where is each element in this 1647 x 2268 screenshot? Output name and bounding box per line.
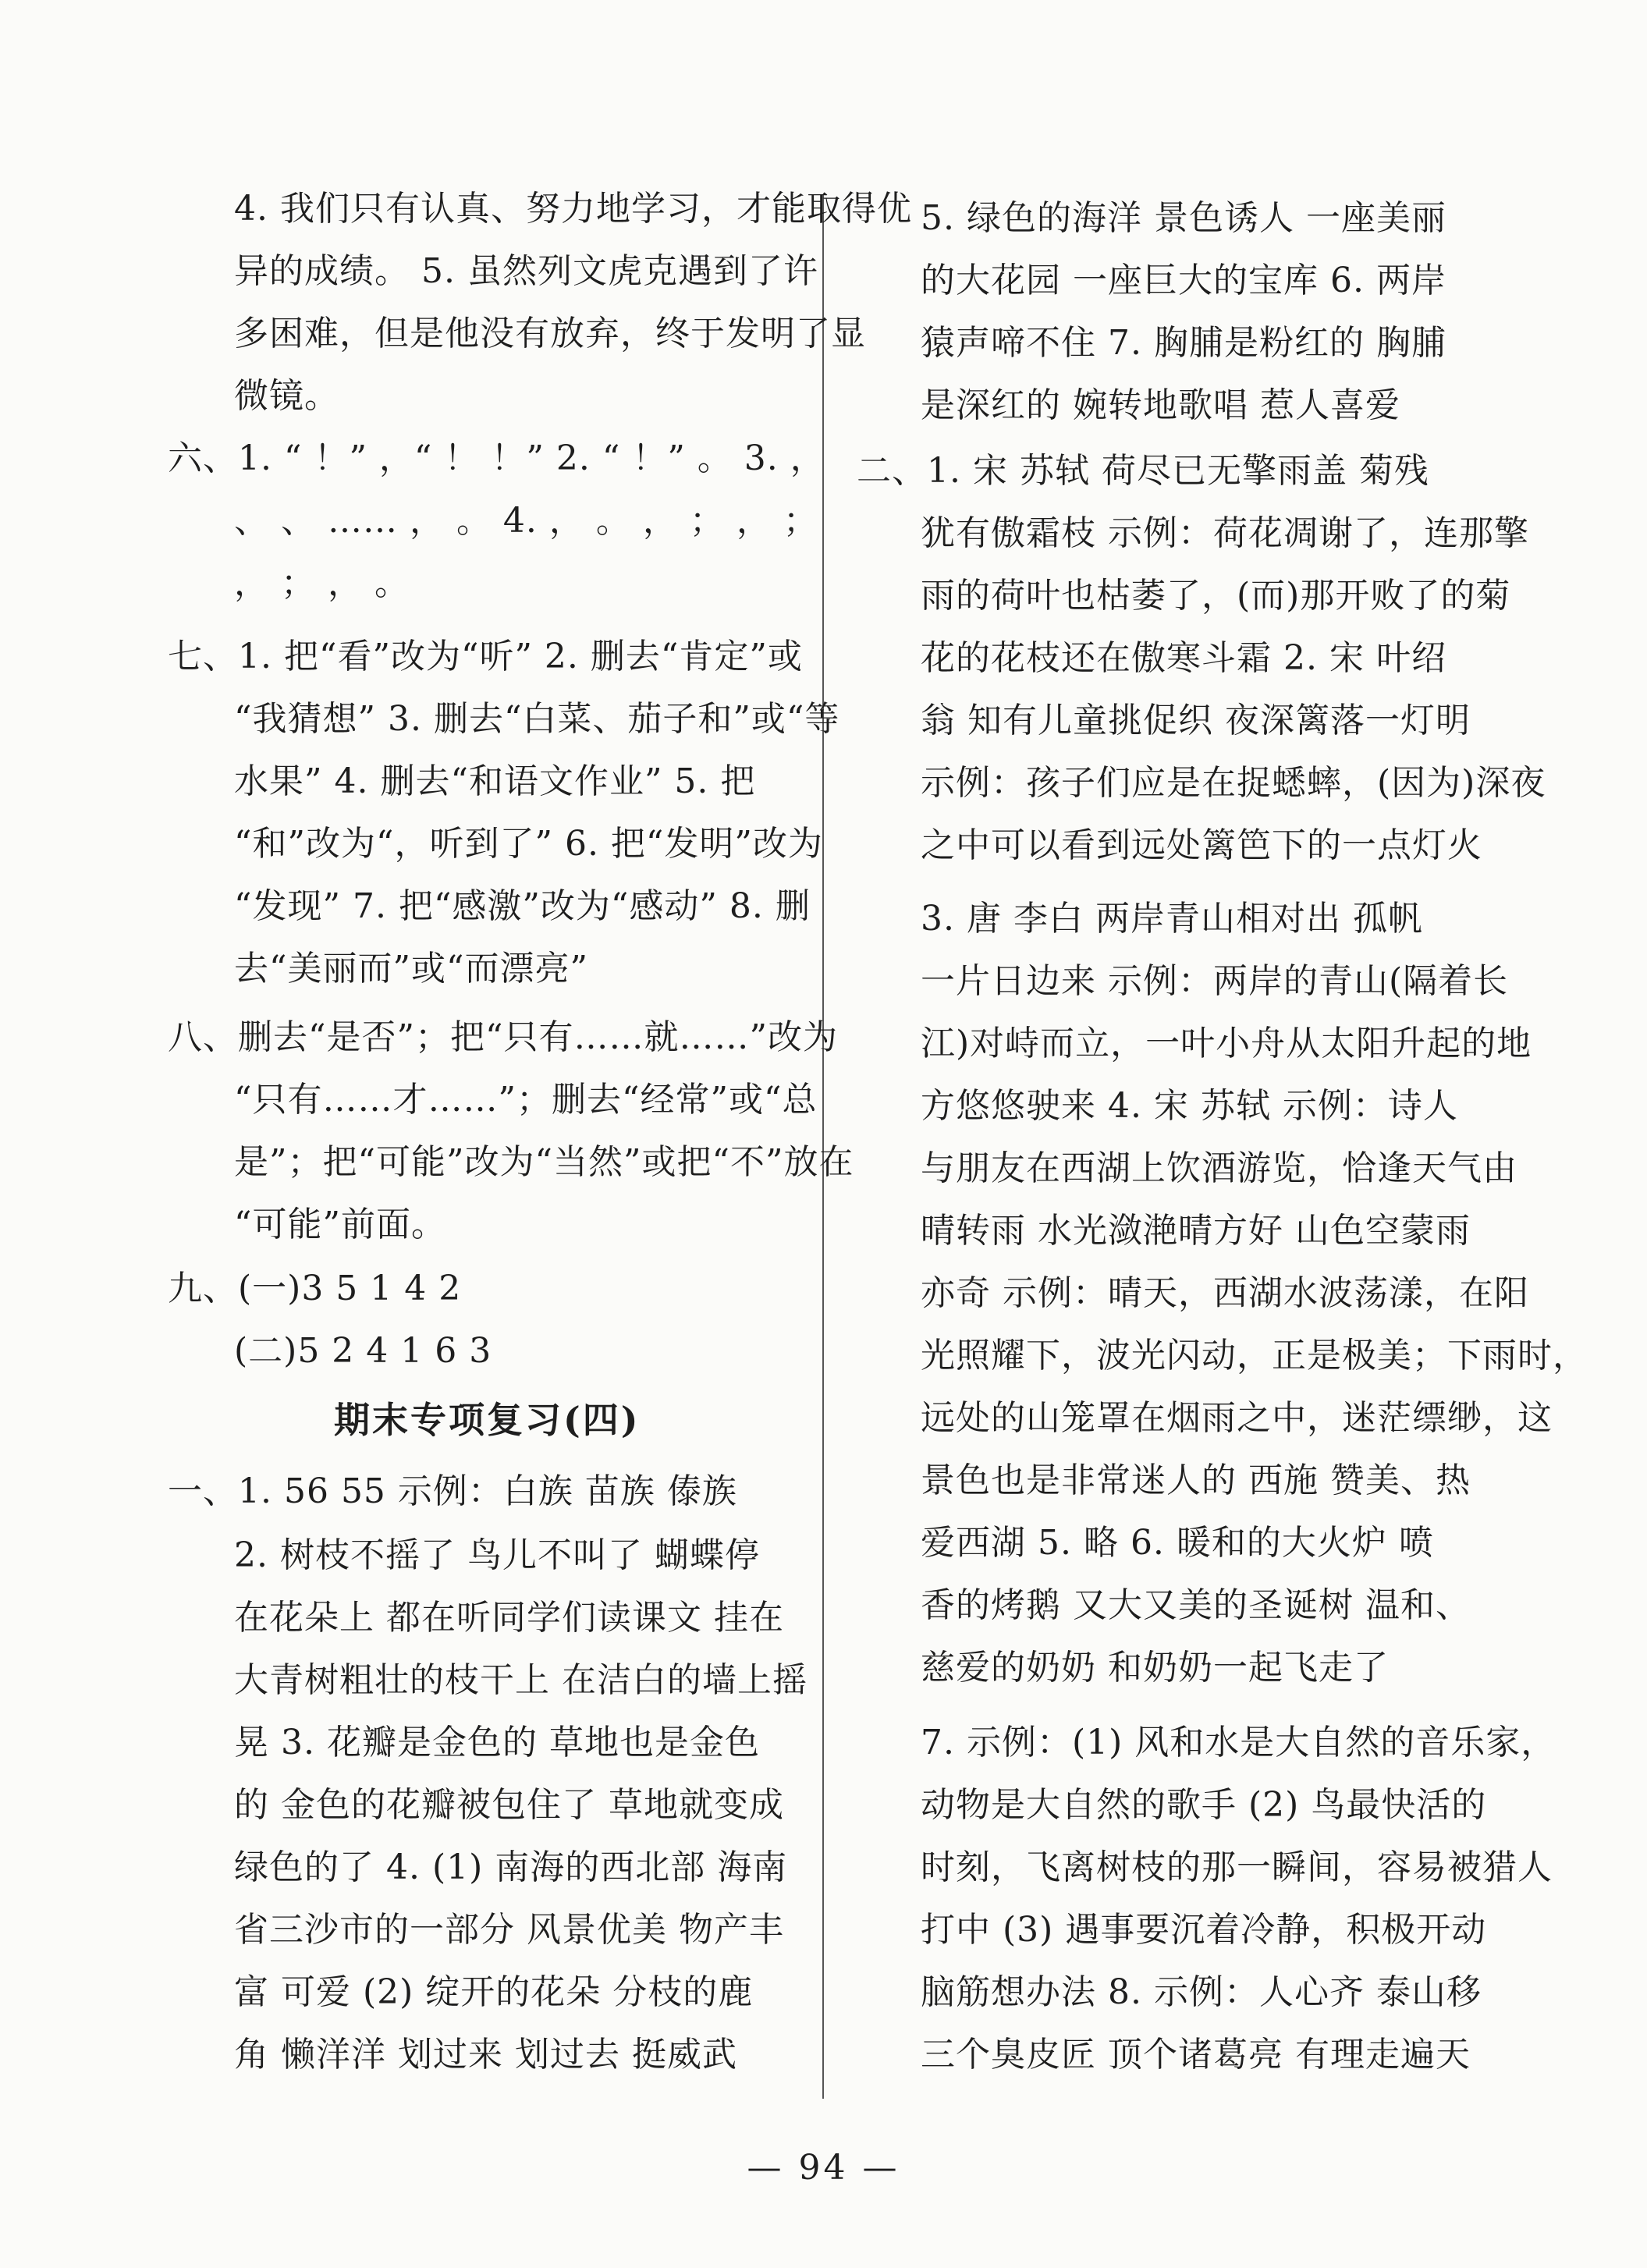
text-line: 翁 知有儿童挑促织 夜深篱落一灯明 <box>921 701 1471 740</box>
text-line: 之中可以看到远处篱笆下的一点灯火 <box>921 825 1482 865</box>
text-line: 远处的山笼罩在烟雨之中，迷茫缥缈，这 <box>921 1398 1553 1438</box>
text-line: 三个臭皮匠 顶个诸葛亮 有理走遍天 <box>921 2035 1471 2075</box>
text-line: 打中 (3) 遇事要沉着冷静，积极开动 <box>921 1910 1487 1950</box>
text-line: ， ； ， 。 <box>234 563 410 603</box>
text-line: 是”；把“可能”改为“当然”或把“不”放在 <box>234 1142 854 1182</box>
text-line: 、 、 …… ， 。 4. ， 。 ， ； ， ； <box>234 501 818 541</box>
text-line: 是深红的 婉转地歌唱 惹人喜爱 <box>921 385 1400 425</box>
text-line: 时刻，飞离树枝的那一瞬间，容易被猎人 <box>921 1847 1553 1887</box>
text-line: 异的成绩。 5. 虽然列文虎克遇到了许 <box>234 251 818 291</box>
text-line: 猿声啼不住 7. 胸脯是粉红的 胸脯 <box>921 323 1446 363</box>
text-line: 犹有傲霜枝 示例：荷花凋谢了，连那擎 <box>921 513 1529 553</box>
text-line: 角 懒洋洋 划过来 划过去 挺威武 <box>234 2035 737 2075</box>
text-line: “可能”前面。 <box>234 1205 446 1244</box>
text-line: 七、1. 把“看”改为“听” 2. 删去“肯定”或 <box>168 637 803 676</box>
text-line: 3. 唐 李白 两岸青山相对出 孤帆 <box>921 899 1423 939</box>
text-line: 与朋友在西湖上饮酒游览，恰逢天气由 <box>921 1148 1517 1188</box>
text-line: 2. 树枝不摇了 鸟儿不叫了 蝴蝶停 <box>234 1535 760 1575</box>
text-line: 5. 绿色的海洋 景色诱人 一座美丽 <box>921 198 1446 238</box>
text-line: 动物是大自然的歌手 (2) 鸟最快活的 <box>921 1785 1487 1825</box>
text-line: 大青树粗壮的枝干上 在洁白的墙上摇 <box>234 1660 808 1700</box>
text-line: “发现” 7. 把“感激”改为“感动” 8. 删 <box>234 886 811 926</box>
text-line: 的 金色的花瓣被包住了 草地就变成 <box>234 1785 784 1825</box>
text-line: 水果” 4. 删去“和语文作业” 5. 把 <box>234 761 756 801</box>
section-title: 期末专项复习(四) <box>334 1399 641 1441</box>
text-line: 脑筋想办法 8. 示例：人心齐 泰山移 <box>921 1972 1482 2012</box>
text-line: (二)5 2 4 1 6 3 <box>234 1331 492 1371</box>
text-line: “我猜想” 3. 删去“白菜、茄子和”或“等 <box>234 699 840 739</box>
text-line: 六、1. “ ！” ，“ ！ ！” 2. “ ！” 。 3. ， <box>168 438 825 478</box>
text-line: 7. 示例：(1) 风和水是大自然的音乐家， <box>921 1723 1556 1762</box>
text-line: 八、删去“是否”；把“只有……就……”改为 <box>168 1017 838 1057</box>
text-line: 微镜。 <box>234 376 339 416</box>
text-line: 晃 3. 花瓣是金色的 草地也是金色 <box>234 1723 760 1762</box>
text-line: 香的烤鹅 又大又美的圣诞树 温和、 <box>921 1585 1471 1625</box>
text-line: 二、1. 宋 苏轼 荷尽已无擎雨盖 菊残 <box>857 451 1429 491</box>
text-line: 爱西湖 5. 略 6. 暖和的大火炉 喷 <box>921 1523 1434 1563</box>
text-line: 的大花园 一座巨大的宝库 6. 两岸 <box>921 261 1446 300</box>
text-line: 绿色的了 4. (1) 南海的西北部 海南 <box>234 1847 788 1887</box>
text-line: 江)对峙而立，一叶小舟从太阳升起的地 <box>921 1024 1532 1063</box>
text-line: 九、(一)3 5 1 4 2 <box>168 1269 462 1308</box>
text-line: 多困难，但是他没有放弃，终于发明了显 <box>234 314 866 353</box>
text-line: 花的花枝还在傲寒斗霜 2. 宋 叶绍 <box>921 638 1446 678</box>
text-line: 一、1. 56 55 示例：白族 苗族 傣族 <box>168 1471 737 1511</box>
text-line: 富 可爱 (2) 绽开的花朵 分枝的鹿 <box>234 1972 754 2012</box>
text-line: 在花朵上 都在听同学们读课文 挂在 <box>234 1598 784 1638</box>
text-line: 4. 我们只有认真、努力地学习，才能取得优 <box>234 189 912 229</box>
text-line: 景色也是非常迷人的 西施 赞美、热 <box>921 1461 1471 1500</box>
text-line: 示例：孩子们应是在捉蟋蟀，(因为)深夜 <box>921 763 1546 803</box>
text-line: “和”改为“，听到了” 6. 把“发明”改为 <box>234 824 823 864</box>
text-line: 慈爱的奶奶 和奶奶一起飞走了 <box>921 1648 1389 1688</box>
text-line: 光照耀下，波光闪动，正是极美；下雨时， <box>921 1336 1588 1375</box>
text-line: 雨的荷叶也枯萎了，(而)那开败了的菊 <box>921 576 1511 616</box>
text-line: “只有……才……”；删去“经常”或“总 <box>234 1080 818 1120</box>
text-line: 方悠悠驶来 4. 宋 苏轼 示例：诗人 <box>921 1086 1458 1126</box>
text-line: 晴转雨 水光潋滟晴方好 山色空蒙雨 <box>921 1211 1471 1251</box>
text-line: 一片日边来 示例：两岸的青山(隔着长 <box>921 961 1509 1001</box>
text-line: 省三沙市的一部分 风景优美 物产丰 <box>234 1910 784 1950</box>
text-line: 亦奇 示例：晴天，西湖水波荡漾，在阳 <box>921 1273 1529 1313</box>
text-line: 去“美丽而”或“而漂亮” <box>234 949 588 988</box>
page-number: — 94 — <box>747 2148 900 2188</box>
